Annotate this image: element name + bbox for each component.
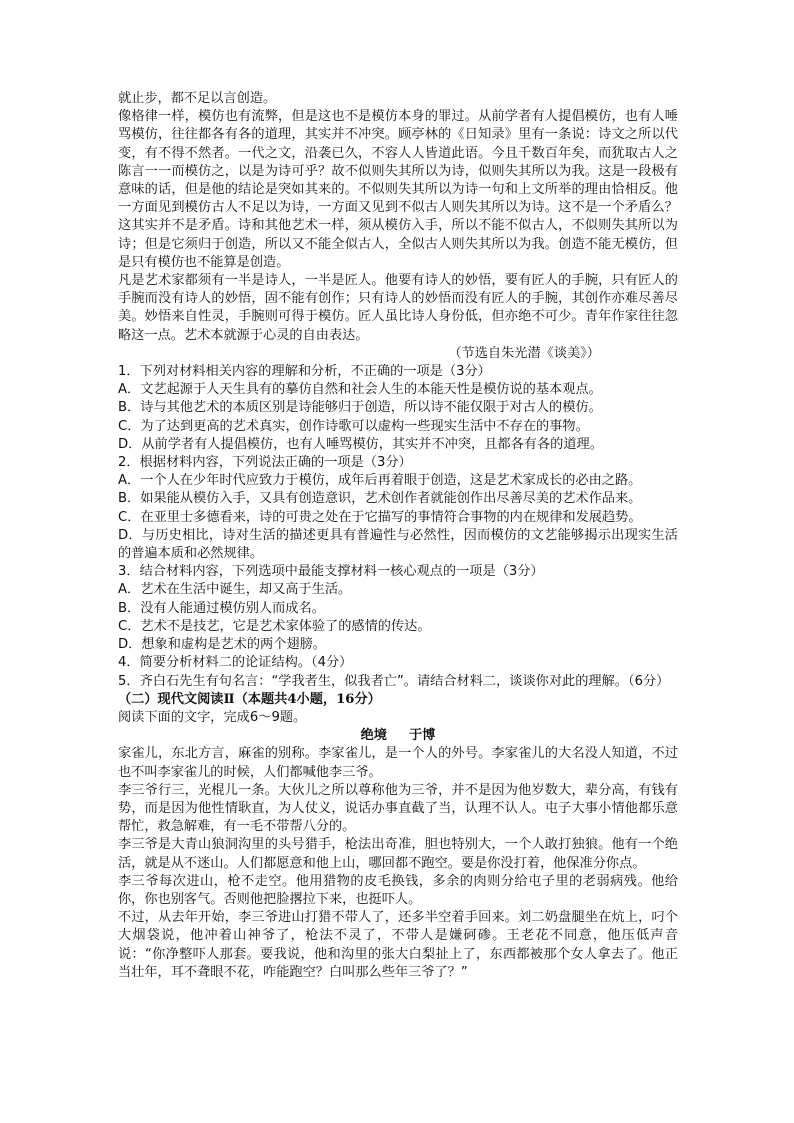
question-2-option-b: B．如果能从模仿入手，又具有创造意识，艺术创作者就能创作出尽善尽美的艺术作品来。 [118,491,642,507]
story-title: 绝境 [360,728,387,744]
text-column [118,90,678,982]
question-1-option-d: D．从前学者有人提倡模仿，也有人唾骂模仿，其实并不冲突，且都各有各的道理。 [118,436,603,452]
question-2: 2．根据材料内容，下列说法正确的一项是（3分） [118,455,412,471]
question-2-option-c: C．在亚里士多德看来，诗的可贵之处在于它描写的事情符合事物的内在规律和发展趋势。 [118,509,642,525]
section-heading: （二）现代文阅读Ⅱ（本题共4小题，16分） [118,691,381,707]
story-title-line [118,727,678,745]
paragraph-2: 像格律一样，模仿也有流弊，但是这也不是模仿本身的罪过。从前学者有人提倡模仿，也有人唾骂模仿，往往都各有各的道理，其实并不冲突。顾亭林的《日知录》里有一条说：诗文之所以代变，有不得不然者。一代之文，沿袭已久，不容人人皆道此语。今且千数百年矣，而犹取古人之陈言一一而模仿之，以是为诗可乎？故不似则失其所以为诗，似则失其所以为我。这是一段极有意味的话，但是他的结论是突如其来的。不似则失其所以为诗一句和上文所举的理由恰相反。他一方面见到模仿古人不足以为诗，一方面又见到不似古人则失其所以为诗。这不是一个矛盾么？这其实并不是矛盾。诗和其他艺术一样，须从模仿入手，所以不能不似古人，不似则失其所以为诗；但是它须归于创造，所以又不能全似古人，全似古人则失其所以为我。创造不能无模仿，但是只有模仿也不能算是创造。 [118,109,678,270]
question-1-option-b: B．诗与其他艺术的本质区别是诗能够归于创造，所以诗不能仅限于对古人的模仿。 [118,400,602,416]
question-1-option-c: C．为了达到更高的艺术真实，创作诗歌可以虚构一些现实生活中不存在的事物。 [118,418,589,434]
question-3-option-a: A．艺术在生活中诞生，却又高于生活。 [118,582,352,598]
story-paragraph-2: 李三爷行三，光棍儿一条。大伙儿之所以尊称他为三爷，并不是因为他岁数大，辈分高，有钱有势，而是因为他性情耿直，为人仗义，说话办事直截了当，认理不认人。屯子大事小情他都乐意帮忙，救急解难，有一毛不带帮八分的。 [118,782,678,835]
story-paragraph-4: 李三爷每次进山，枪不走空。他用猎物的皮毛换钱，多余的肉则分给屯子里的老弱病残。他给你，你也别客气。否则他把脸撂拉下来，也挺吓人。 [118,873,678,907]
story-author: 于博 [409,728,436,744]
story-paragraph-1: 家雀儿，东北方言，麻雀的别称。李家雀儿，是一个人的外号。李家雀儿的大名没人知道，不过也不叫李家雀儿的时候，人们都喊他李三爷。 [118,746,678,780]
question-3-option-d: D．想象和虚构是艺术的两个翅膀。 [118,637,326,653]
instruction: 阅读下面的文字，完成6～9题。 [118,709,307,725]
source-citation: （节选自朱光潜《谈美》） [448,345,600,361]
question-4: 4．简要分析材料二的论证结构。（4分） [118,655,353,671]
question-2-option-d: D．与历史相比，诗对生活的描述更具有普遍性与必然性，因而模仿的文艺能够揭示出现实生活的普遍本质和必然规律。 [118,527,678,562]
question-1: 1．下列对材料相关内容的理解和分析，不正确的一项是（3分） [118,364,491,380]
question-5: 5．齐白石先生有句名言：“学我者生，似我者亡”。请结合材料二，谈谈你对此的理解。（6分） [118,673,670,689]
story-paragraph-5: 不过，从去年开始，李三爷进山打猎不带人了，还多半空着手回来。刘二奶盘腿坐在炕上，叼个大烟袋说，他冲着山神爷了，枪法不灵了，不带人是嫌砢碜。王老花不同意，他压低声音说：“你净整吓人那套。要我说，他和沟里的张大白梨扯上了，东西都被那个女人拿去了。他正当壮年，耳不聋眼不花，咋能跑空？白叫那么些年三爷了？” [118,910,678,980]
question-1-option-a: A．文艺起源于人天生具有的摹仿自然和社会人生的本能天性是模仿说的基本观点。 [118,382,602,398]
question-3-option-b: B．没有人能通过模仿别人而成名。 [118,600,325,616]
question-2-option-a: A．一个人在少年时代应致力于模仿，成年后再着眼于创造，这是艺术家成长的必由之路。 [118,473,642,489]
question-3-option-c: C．艺术不是技艺，它是艺术家体验了的感情的传达。 [118,618,431,634]
question-3: 3．结合材料内容，下列选项中最能支撑材料一核心观点的一项是（3分） [118,564,544,580]
paragraph-3: 凡是艺术家都须有一半是诗人，一半是匠人。他要有诗人的妙悟，要有匠人的手腕，只有匠人的手腕而没有诗人的妙悟，固不能有创作；只有诗人的妙悟而没有匠人的手腕，其创作亦难尽善尽美。妙悟来自性灵，手腕则可得于模仿。匠人虽比诗人身份低，但亦绝不可少。青年作家往往忽略这一点。艺术本就源于心灵的自由表达。 [118,273,678,343]
story-paragraph-3: 李三爷是大青山狼洞沟里的头号猎手，枪法出奇准，胆也特别大，一个人敢打独狼。他有一个绝活，就是从不迷山。人们都愿意和他上山，哪回都不跑空。要是你没打着，他保准分你点。 [118,837,678,871]
paragraph-1: 就止步，都不足以言创造。 [118,91,277,106]
